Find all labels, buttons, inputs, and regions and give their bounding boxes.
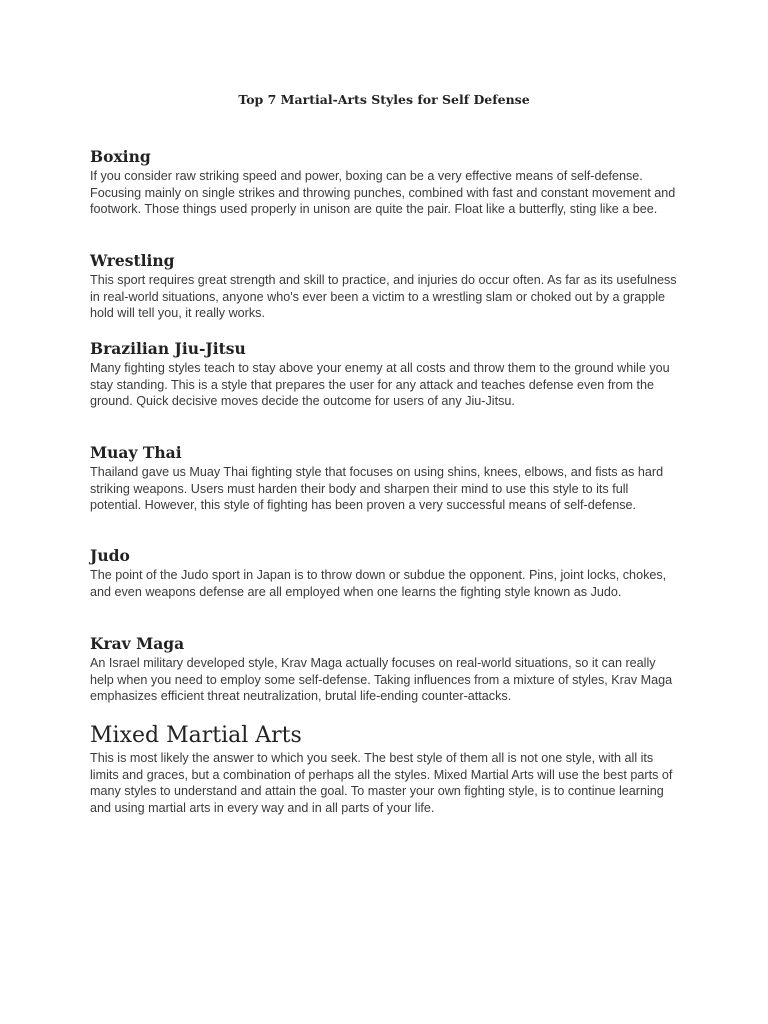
section-heading-wrestling: Wrestling	[90, 251, 175, 270]
section-krav-maga	[90, 634, 682, 705]
section-judo	[90, 546, 682, 600]
section-body-wrestling: This sport requires great strength and skill to practice, and injuries do occur often. As far as its usefulness in real-world situations, anyone who's ever been a victim to a wrestling slam or choked out by a grapple hold will tell you, it really works.	[90, 273, 677, 321]
section-heading-brazilian-jiu-jitsu: Brazilian Jiu-Jitsu	[90, 339, 246, 358]
section-muay-thai	[90, 443, 682, 514]
section-brazilian-jiu-jitsu	[90, 339, 682, 410]
section-heading-boxing: Boxing	[90, 147, 151, 166]
section-body-judo: The point of the Judo sport in Japan is to throw down or subdue the opponent. Pins, joint locks, chokes, and even weapons defense are all employed when one learns the fighting style known as Judo.	[90, 568, 667, 599]
section-heading-mixed-martial-arts: Mixed Martial Arts	[90, 723, 302, 748]
section-heading-judo: Judo	[90, 546, 130, 565]
section-body-boxing: If you consider raw striking speed and power, boxing can be a very effective means of self-defense. Focusing mainly on single strikes and throwing punches, combined with fast and constant movement and footwork. Those things used properly in unison are quite the pair. Float like a butterfly, sting like a bee.	[90, 169, 676, 217]
section-body-muay-thai: Thailand gave us Muay Thai fighting style that focuses on using shins, knees, elbows, and fists as hard striking weapons. Users must harden their body and sharpen their mind to use this style to its full potential. However, this style of fighting has been proven a very successful means of self-defense.	[90, 465, 664, 513]
section-heading-muay-thai: Muay Thai	[90, 443, 182, 462]
section-wrestling	[90, 251, 682, 322]
section-boxing	[90, 147, 682, 218]
section-body-brazilian-jiu-jitsu: Many fighting styles teach to stay above your enemy at all costs and throw them to the ground while you stay standing. This is a style that prepares the user for any attack and teaches defense even from the ground. Quick decisive moves decide the outcome for users of any Jiu-Jitsu.	[90, 361, 670, 409]
document-title: Top 7 Martial-Arts Styles for Self Defense	[238, 92, 530, 107]
section-heading-krav-maga: Krav Maga	[90, 634, 185, 653]
section-body-krav-maga: An Israel military developed style, Krav Maga actually focuses on real-world situations, so it can really help when you need to employ some self-defense. Taking influences from a mixture of styles, Krav Maga emphasizes efficient threat neutralization, brutal life-ending counter-attacks.	[90, 656, 673, 704]
section-body-mixed-martial-arts: This is most likely the answer to which you seek. The best style of them all is not one style, with all its limits and graces, but a combination of perhaps all the styles. Mixed Martial Arts will use the best parts of many styles to understand and attain the goal. To master your own fighting style, is to continue learning and using martial arts in every way and in all parts of your life.	[90, 751, 673, 815]
section-mixed-martial-arts	[90, 722, 682, 816]
